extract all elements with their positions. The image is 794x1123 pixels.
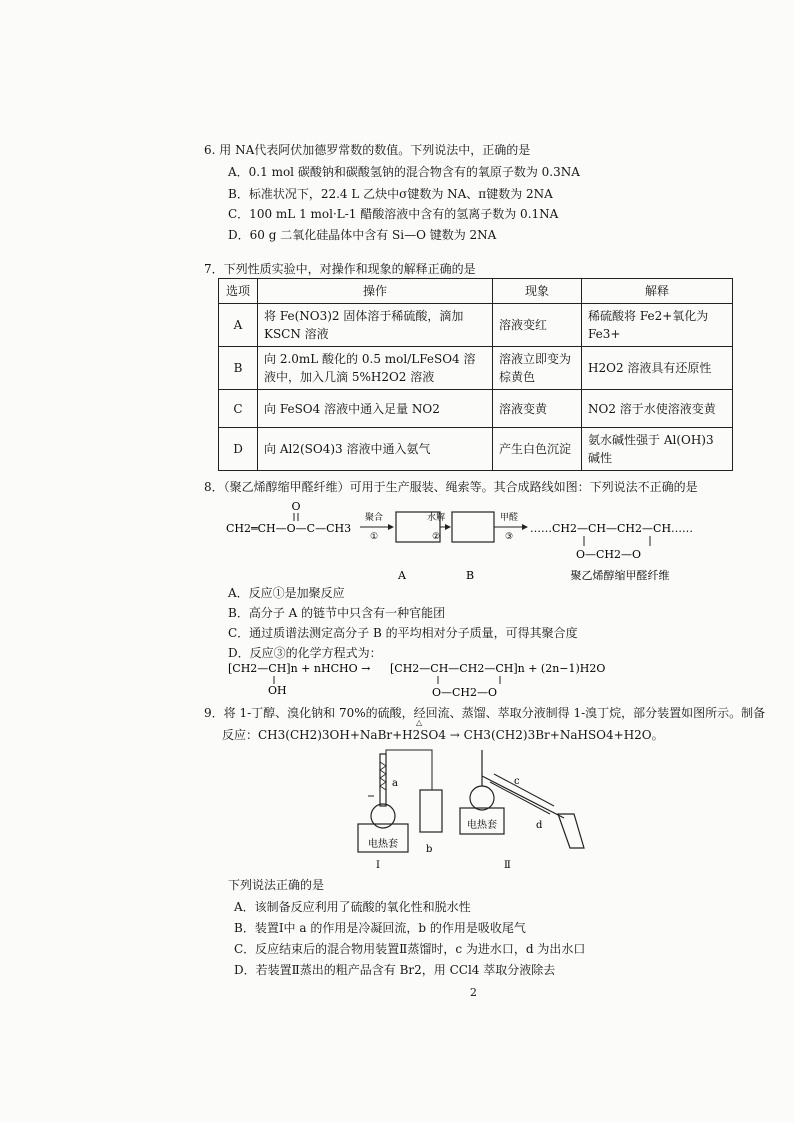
label-a: a bbox=[392, 778, 398, 789]
cell-phenomenon: 产生白色沉淀 bbox=[493, 428, 582, 471]
q8-stem: 8．（聚乙烯醇缩甲醛纤维）可用于生产服装、绳索等。其合成路线如图：下列说法不正确的是 bbox=[204, 480, 698, 494]
apparatus-ii bbox=[460, 750, 584, 871]
cell-explanation: 稀硫酸将 Fe2+氧化为 Fe3+ bbox=[582, 304, 733, 347]
table-row bbox=[219, 347, 733, 390]
cell-option: B bbox=[219, 347, 258, 390]
cell-operation: 将 Fe(NO3)2 固体溶于稀硫酸，滴加 KSCN 溶液 bbox=[258, 304, 493, 347]
table-row bbox=[219, 304, 733, 347]
arrowhead-2 bbox=[445, 524, 451, 530]
label-a: A bbox=[398, 569, 406, 582]
heat-symbol: △ bbox=[416, 718, 423, 727]
q8-synthesis-scheme bbox=[222, 496, 702, 586]
q6-option-c: C．100 mL 1 mol·L-1 醋酸溶液中含有的氢离子数为 0.1NA bbox=[228, 207, 559, 221]
q9-option-a: A．该制备反应利用了硫酸的氧化性和脱水性 bbox=[234, 900, 471, 914]
q9-stem: 9．将 1-丁醇、溴化钠和 70%的硫酸，经回流、蒸馏、萃取分液制得 1-溴丁烷，部分装置如图所示。制备 bbox=[204, 706, 766, 720]
q7-table bbox=[218, 278, 733, 471]
header-cell-explanation: 解释 bbox=[582, 279, 733, 304]
q9-option-b: B．装置Ⅰ中 a 的作用是冷凝回流，b 的作用是吸收尾气 bbox=[234, 921, 526, 935]
q6-option-a: A．0.1 mol 碳酸钠和碳酸氢钠的混合物含有的氧原子数为 0.3NA bbox=[228, 165, 580, 179]
header-cell-operation: 操作 bbox=[258, 279, 493, 304]
q6-stem: 6. 用 NA代表阿伏加德罗常数的数值。下列说法中，正确的是 bbox=[204, 143, 531, 157]
q8-option-a: A．反应①是加聚反应 bbox=[228, 586, 345, 600]
header-cell-phenomenon: 现象 bbox=[493, 279, 582, 304]
cell-phenomenon: 溶液变红 bbox=[493, 304, 582, 347]
cell-phenomenon: 溶液变黄 bbox=[493, 390, 582, 428]
cell-operation: 向 FeSO4 溶液中通入足量 NO2 bbox=[258, 390, 493, 428]
condenser-jacket-top bbox=[494, 774, 554, 806]
q8-equation bbox=[228, 656, 708, 700]
device-i-label: Ⅰ bbox=[376, 860, 380, 871]
apparatus-i bbox=[358, 750, 442, 871]
q9-option-c: C．反应结束后的混合物用装置Ⅱ蒸馏时，c 为进水口，d 为出水口 bbox=[234, 942, 586, 956]
step1-reagent: 聚合 bbox=[364, 513, 384, 523]
q8-option-b: B．高分子 A 的链节中只含有一种官能团 bbox=[228, 606, 446, 620]
q8-option-c: C．通过质谱法测定高分子 B 的平均相对分子质量，可得其聚合度 bbox=[228, 626, 578, 640]
heater-1-label: 电热套 bbox=[368, 839, 398, 850]
q9-apparatus-figure bbox=[354, 748, 594, 874]
q8-option-d: D．反应③的化学方程式为： bbox=[228, 646, 382, 660]
header-cell-option: 选项 bbox=[219, 279, 258, 304]
cell-option: C bbox=[219, 390, 258, 428]
carbonyl-oxygen: O bbox=[291, 500, 301, 513]
step2-number: ② bbox=[431, 532, 441, 542]
step3-number: ③ bbox=[504, 532, 514, 542]
q9-prompt: 下列说法正确的是 bbox=[228, 878, 325, 892]
label-d: d bbox=[536, 820, 543, 831]
equation-left: [CH2—CH]n + nHCHO → bbox=[228, 662, 371, 675]
fiber-formula: ……CH2—CH—CH2—CH…… bbox=[530, 522, 694, 535]
table-row bbox=[219, 428, 733, 471]
step3-reagent: 甲醛 bbox=[499, 513, 519, 523]
cell-phenomenon: 溶液立即变为棕黄色 bbox=[493, 347, 582, 390]
q6-option-b: B．标准状况下，22.4 L 乙炔中σ键数为 NA、π键数为 2NA bbox=[228, 187, 553, 201]
cell-explanation: NO2 溶于水使溶液变黄 bbox=[582, 390, 733, 428]
receiving-flask bbox=[558, 814, 584, 848]
monomer-formula: CH2═CH—O—C—CH3 bbox=[226, 522, 352, 535]
heater-2-label: 电热套 bbox=[467, 820, 497, 831]
table-row bbox=[219, 390, 733, 428]
q9-reaction: 反应：CH3(CH2)3OH+NaBr+H2SO4 → CH3(CH2)3Br+NaHSO4+H2O。 bbox=[222, 728, 664, 742]
label-b: B bbox=[465, 569, 475, 582]
cell-explanation: H2O2 溶液具有还原性 bbox=[582, 347, 733, 390]
cell-option: A bbox=[219, 304, 258, 347]
cell-operation: 向 Al2(SO4)3 溶液中通入氨气 bbox=[258, 428, 493, 471]
fiber-ring: O—CH2—O bbox=[576, 548, 642, 561]
condenser-jacket-bottom bbox=[490, 782, 550, 814]
equation-ring: O—CH2—O bbox=[432, 686, 498, 699]
cell-option: D bbox=[219, 428, 258, 471]
cell-explanation: 氨水碱性强于 Al(OH)3 碱性 bbox=[582, 428, 733, 471]
table-header-row bbox=[219, 279, 733, 304]
condenser-coil bbox=[380, 762, 386, 790]
device-ii-label: Ⅱ bbox=[504, 860, 511, 871]
page-number: 2 bbox=[470, 986, 477, 999]
label-c: c bbox=[514, 776, 520, 787]
q7-stem: 7．下列性质实验中，对操作和现象的解释正确的是 bbox=[204, 262, 476, 276]
equation-oh: OH bbox=[268, 684, 287, 697]
cell-operation: 向 2.0mL 酸化的 0.5 mol/LFeSO4 溶液中，加入几滴 5%H2O2 溶液 bbox=[258, 347, 493, 390]
label-fiber: 聚乙烯醇缩甲醛纤维 bbox=[570, 569, 670, 582]
label-b: b bbox=[426, 844, 433, 855]
q6-option-d: D．60 g 二氧化硅晶体中含有 Si—O 键数为 2NA bbox=[228, 228, 497, 242]
round-bottom-flask-2 bbox=[470, 786, 494, 810]
arrowhead-1 bbox=[388, 524, 394, 530]
equation-right: [CH2—CH—CH2—CH]n + (2n−1)H2O bbox=[390, 662, 606, 675]
absorption-beaker-b bbox=[420, 790, 442, 832]
step1-number: ① bbox=[369, 532, 379, 542]
box-polymer-b bbox=[452, 512, 494, 542]
q9-option-d: D．若装置Ⅱ蒸出的粗产品含有 Br2，用 CCl4 萃取分液除去 bbox=[234, 963, 556, 977]
step2-reagent: 水解 bbox=[426, 513, 446, 523]
arrowhead-3 bbox=[522, 524, 528, 530]
